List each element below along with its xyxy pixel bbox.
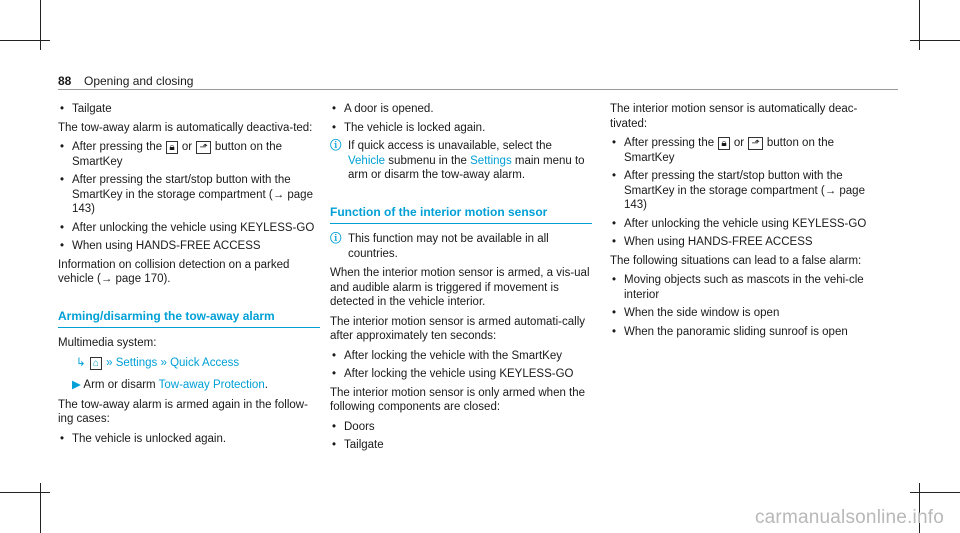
list-item: • Moving objects such as mascots in the vehi-cle interior (610, 273, 872, 302)
crop-mark (910, 492, 960, 493)
column-3 (610, 102, 872, 343)
list-item: • After pressing the 🔒︎ or ⬏ button on the SmartKey (58, 140, 320, 169)
crop-mark (0, 492, 50, 493)
tailgate-icon: ⬏ (748, 137, 762, 150)
crop-mark (40, 0, 41, 50)
tow-away-protection-link[interactable]: Tow-away Protection (158, 379, 265, 391)
column-1 (58, 102, 320, 450)
tailgate-icon: ⬏ (196, 141, 210, 154)
list-item: • After pressing the 🔒︎ or ⬏ button on the SmartKey (610, 136, 872, 165)
step: ▶ Arm or disarm Tow-away Protection. (72, 379, 268, 391)
list-item: • When using HANDS-FREE ACCESS (58, 239, 320, 254)
list-item: • After unlocking the vehicle using KEYLESS-GO (610, 217, 872, 232)
vehicle-link[interactable]: Vehicle (348, 154, 386, 167)
list-item: • When using HANDS-FREE ACCESS (610, 235, 872, 250)
paragraph: The tow-away alarm is automatically deactiva-ted: (58, 121, 313, 134)
settings-link[interactable]: Settings (470, 154, 512, 167)
arrow-icon: ↳ (76, 356, 86, 369)
chevron-right-icon: » (106, 356, 113, 369)
lock-icon: 🔒︎ (166, 141, 177, 154)
step-arrow-icon: ▶ (72, 379, 81, 391)
crop-mark (919, 0, 920, 50)
list-item: • When the side window is open (610, 306, 872, 321)
paragraph: The interior motion sensor is armed automati-cally after approximately ten seconds: (330, 315, 586, 342)
header-divider (58, 89, 898, 90)
info-note: ⓘ This function may not be available in all countries. (330, 233, 549, 260)
info-icon: ⓘ (330, 140, 342, 152)
list-item: • Tailgate (58, 102, 320, 117)
list-item: • Tailgate (330, 438, 592, 453)
page-number: 88 (58, 74, 72, 88)
paragraph: Multimedia system: (58, 337, 157, 349)
paragraph: The interior motion sensor is only armed when the following components are closed: (330, 386, 586, 413)
watermark: carmanualsonline.info (754, 506, 944, 528)
paragraph: When the interior motion sensor is armed, a vis-ual and audible alarm is triggered if movement is detected in the vehicle interior. (330, 267, 590, 308)
list-item: • After locking the vehicle with the SmartKey (330, 349, 592, 364)
column-2 (330, 102, 592, 457)
list-item: • The vehicle is locked again. (330, 121, 592, 136)
paragraph: The following situations can lead to a false alarm: (610, 254, 862, 267)
page-title: Opening and closing (84, 74, 194, 88)
list-item: • After locking the vehicle using KEYLESS-GO (330, 367, 592, 382)
nav-settings-link[interactable]: Settings (115, 356, 158, 369)
list-item: • After pressing the start/stop button with the SmartKey in the storage compartment (→ page 143) (58, 173, 320, 217)
section-heading: Function of the interior motion sensor (330, 205, 592, 225)
list-item: • When the panoramic sliding sunroof is open (610, 325, 872, 340)
paragraph: The tow-away alarm is armed again in the follow-ing cases: (58, 398, 308, 425)
list-item: • After pressing the start/stop button with the SmartKey in the storage compartment (→ page 143) (610, 169, 872, 213)
list-item: • The vehicle is unlocked again. (58, 432, 320, 447)
crop-mark (0, 40, 50, 41)
section-heading: Arming/disarming the tow-away alarm (58, 309, 320, 329)
nav-path (58, 356, 320, 371)
crop-mark (40, 483, 41, 533)
paragraph: Information on collision detection on a parked vehicle (→ page 170). (58, 258, 290, 285)
home-icon: ⌂ (90, 357, 102, 370)
info-note: ⓘ If quick access is unavailable, select the Vehicle submenu in the Settings main menu to arm or disarm the tow-away alarm. (330, 140, 585, 181)
list-item: • A door is opened. (330, 102, 592, 117)
info-icon: ⓘ (330, 233, 342, 245)
lock-icon: 🔒︎ (718, 137, 729, 150)
nav-quick-access-link[interactable]: Quick Access (170, 356, 240, 369)
list-item: • Doors (330, 420, 592, 435)
list-item: • After unlocking the vehicle using KEYLESS-GO (58, 221, 320, 236)
paragraph: The interior motion sensor is automatically deac-tivated: (610, 103, 858, 130)
chevron-right-icon: » (160, 356, 167, 369)
crop-mark (910, 40, 960, 41)
